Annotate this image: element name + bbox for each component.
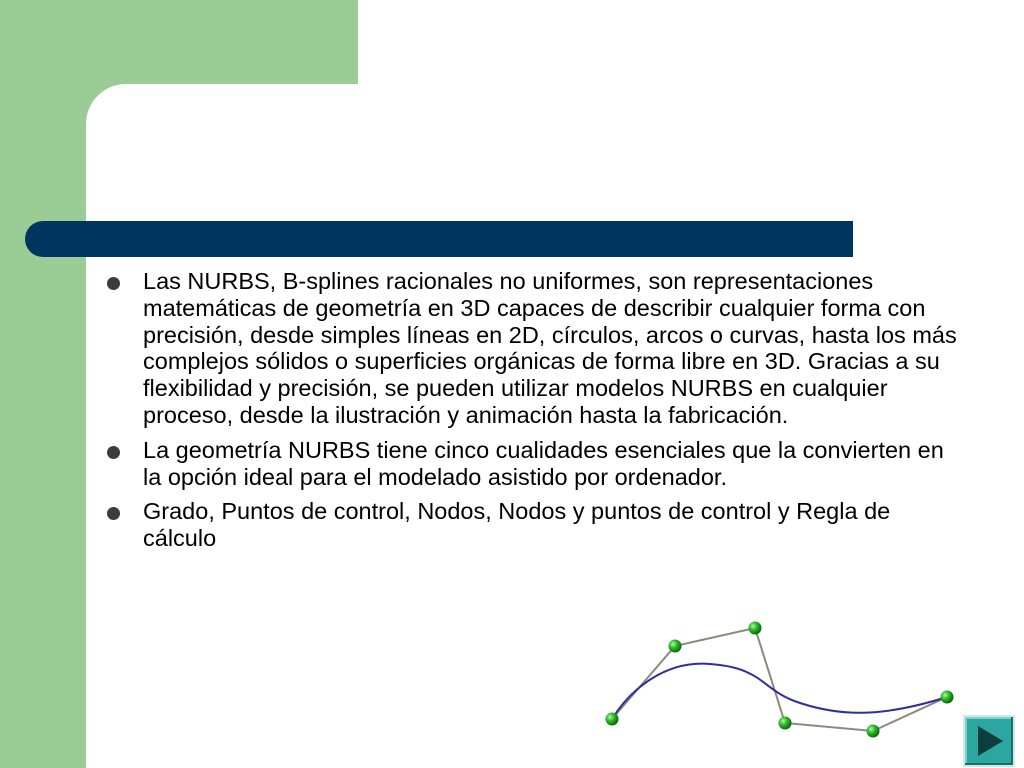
nurbs-curve-illustration	[598, 618, 960, 743]
slide-content	[104, 268, 964, 560]
control-point-icon	[606, 713, 619, 726]
bullet-text: Grado, Puntos de control, Nodos, Nodos y puntos de control y Regla de cálculo	[143, 498, 891, 552]
control-point-icon	[669, 640, 682, 653]
bullet-text: Las NURBS, B-splines racionales no uniformes, son representaciones matemáticas de geometría en 3D capaces de describir cualquier forma con precisión, desde simples líneas en 2D, círculos, arcos o curvas, hasta los más complejos sólidos o superficies orgánicas de forma libre en 3D. Gracias a su flexibilidad y precisión, se pueden utilizar modelos NURBS en cualquier proceso, desde la ilustración y animación hasta la fabricación.	[143, 268, 957, 428]
bullet-item-2	[104, 437, 964, 491]
title-bar	[25, 221, 853, 257]
control-point-icon	[779, 717, 792, 730]
control-point-icon	[749, 622, 762, 635]
control-point-icon	[941, 691, 954, 704]
bullet-dot-icon	[107, 507, 120, 520]
bullet-list	[104, 268, 964, 552]
control-points	[606, 622, 954, 738]
bullet-dot-icon	[107, 277, 120, 290]
bullet-text: La geometría NURBS tiene cinco cualidades esenciales que la convierten en la opción ideal para el modelado asistido por ordenador.	[143, 436, 944, 490]
bullet-dot-icon	[107, 446, 120, 459]
control-polygon	[612, 628, 947, 731]
bullet-item-3	[104, 498, 964, 552]
next-slide-button[interactable]	[963, 715, 1015, 767]
control-point-icon	[867, 725, 880, 738]
bullet-item-1	[104, 268, 964, 429]
next-slide-triangle-icon	[965, 717, 1013, 765]
nurbs-curve	[612, 664, 947, 719]
